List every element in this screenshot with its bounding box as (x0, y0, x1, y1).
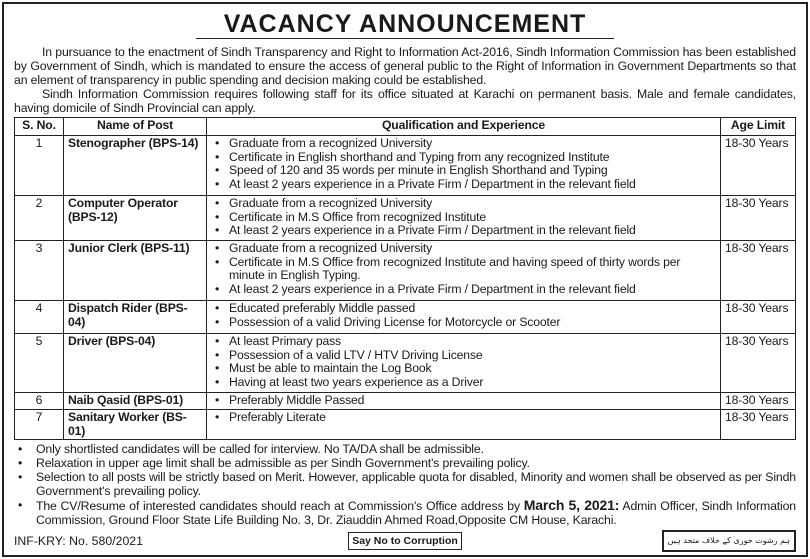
intro-paragraph-2 (14, 87, 796, 115)
page-border (2, 2, 808, 557)
post-name: Junior Clerk (BPS-11) (64, 241, 207, 301)
serial-number: 3 (15, 241, 64, 301)
qualification-item: • At least 2 years experience in a Private Firm / Department in the relevant field (229, 283, 716, 297)
table-row (15, 393, 796, 410)
table-row (15, 301, 796, 334)
header-qualification: Qualification and Experience (207, 118, 721, 136)
post-name: Computer Operator (BPS-12) (64, 196, 207, 241)
qualification-item: • Graduate from a recognized University (229, 197, 716, 211)
qualification-item: • Educated preferably Middle passed (229, 302, 716, 316)
qualification-item: • Preferably Middle Passed (229, 394, 716, 408)
urdu-stamp: ہم رشوت خوری کے خلاف متحد ہیں (662, 530, 796, 552)
qualifications (207, 196, 721, 241)
post-name: Sanitary Worker (BS-01) (64, 410, 207, 440)
serial-number: 6 (15, 393, 64, 410)
qualifications (207, 393, 721, 410)
serial-number: 5 (15, 334, 64, 393)
title-underline (196, 38, 614, 39)
note-text: The CV/Resume of interested candidates should reach at Commission's Office address by (36, 499, 524, 514)
header-age: Age Limit (721, 118, 796, 136)
header-sno: S. No. (15, 118, 64, 136)
qualifications (207, 410, 721, 440)
anti-corruption-slogan: Say No to Corruption (348, 532, 462, 550)
age-limit: 18-30 Years (721, 136, 796, 196)
post-name: Stenographer (BPS-14) (64, 136, 207, 196)
qualification-list (211, 394, 716, 408)
age-limit: 18-30 Years (721, 241, 796, 301)
table-row (15, 334, 796, 393)
age-limit: 18-30 Years (721, 410, 796, 440)
qualification-list (211, 411, 716, 425)
qualification-list (211, 242, 716, 297)
qualification-list (211, 335, 716, 390)
age-limit: 18-30 Years (721, 196, 796, 241)
qualification-item: • Possession of a valid LTV / HTV Driving License (229, 349, 716, 363)
serial-number: 2 (15, 196, 64, 241)
note-item: • Only shortlisted candidates will be called for interview. No TA/DA shall be admissible. (36, 442, 796, 456)
intro-text-1: In pursuance to the enactment of Sindh Transparency and Right to Information Act-2016, Sindh Information Commission has been established by Government of Sindh, which is mandated to ensure the access of general public to the Right of Information in Government Departments so that an element of transparency in public spending and decision making could be established. (14, 45, 796, 87)
header-post: Name of Post (64, 118, 207, 136)
page-title: VACANCY ANNOUNCEMENT (223, 10, 587, 38)
table-header-row (15, 118, 796, 136)
serial-number: 7 (15, 410, 64, 440)
post-name: Naib Qasid (BPS-01) (64, 393, 207, 410)
age-limit: 18-30 Years (721, 393, 796, 410)
reference-number: INF-KRY: No. 580/2021 (14, 534, 143, 549)
qualifications (207, 334, 721, 393)
stamp-container (476, 530, 796, 552)
qualification-list (211, 197, 716, 238)
note-item: • Selection to all posts will be strictly based on Merit. However, applicable quota for disabled, Minority and women shall be observed as per Sindh Government's prevailing policy. (36, 470, 796, 498)
qualification-list (211, 302, 716, 329)
table-row (15, 196, 796, 241)
qualifications (207, 136, 721, 196)
note-text: Admin Officer, Sindh Information Commission, Ground Floor State Life Building No. 3, Dr. Ziauddin Ahmed Road,Opposite CM House, Karachi. (36, 499, 796, 528)
qualification-list (211, 137, 716, 192)
qualifications (207, 241, 721, 301)
qualification-item: • Possession of a valid Driving License for Motorcycle or Scooter (229, 316, 716, 330)
qualification-item: • Having at least two years experience as a Driver (229, 376, 716, 390)
intro-paragraph-1 (14, 45, 796, 87)
qualifications (207, 301, 721, 334)
post-name: Driver (BPS-04) (64, 334, 207, 393)
qualification-item: • Certificate in M.S Office from recognized Institute (229, 211, 716, 225)
note-item: • Relaxation in upper age limit shall be admissible as per Sindh Government's prevailing policy. (36, 456, 796, 470)
qualification-item: • At least 2 years experience in a Private Firm / Department in the relevant field (229, 224, 716, 238)
qualification-item: • Speed of 120 and 35 words per minute in English Shorthand and Typing (229, 164, 716, 178)
qualification-item: • Certificate in English shorthand and Typing from any recognized Institute (229, 151, 716, 165)
table-row (15, 410, 796, 440)
deadline-date: March 5, 2021: (523, 497, 620, 514)
serial-number: 1 (15, 136, 64, 196)
footer (14, 530, 796, 552)
vacancy-table (14, 117, 796, 440)
note-item (36, 498, 796, 527)
age-limit: 18-30 Years (721, 301, 796, 334)
post-name: Dispatch Rider (BPS-04) (64, 301, 207, 334)
qualification-item: • Preferably Literate (229, 411, 716, 425)
age-limit: 18-30 Years (721, 334, 796, 393)
serial-number: 4 (15, 301, 64, 334)
notes-list (14, 442, 796, 527)
qualification-item: • At least Primary pass (229, 335, 716, 349)
table-row (15, 241, 796, 301)
table-row (15, 136, 796, 196)
intro-text-2: Sindh Information Commission requires following staff for its office situated at Karachi on permanent basis. Male and female candidates, having domicile of Sindh Provincial can apply. (14, 87, 796, 115)
qualification-item: • At least 2 years experience in a Private Firm / Department in the relevant field (229, 178, 716, 192)
qualification-item: • Graduate from a recognized University (229, 137, 716, 151)
qualification-item: • Certificate in M.S Office from recognized Institute and having speed of thirty words per minute in English Typing. (229, 256, 716, 283)
qualification-item: • Must be able to maintain the Log Book (229, 362, 716, 376)
qualification-item: • Graduate from a recognized University (229, 242, 716, 256)
